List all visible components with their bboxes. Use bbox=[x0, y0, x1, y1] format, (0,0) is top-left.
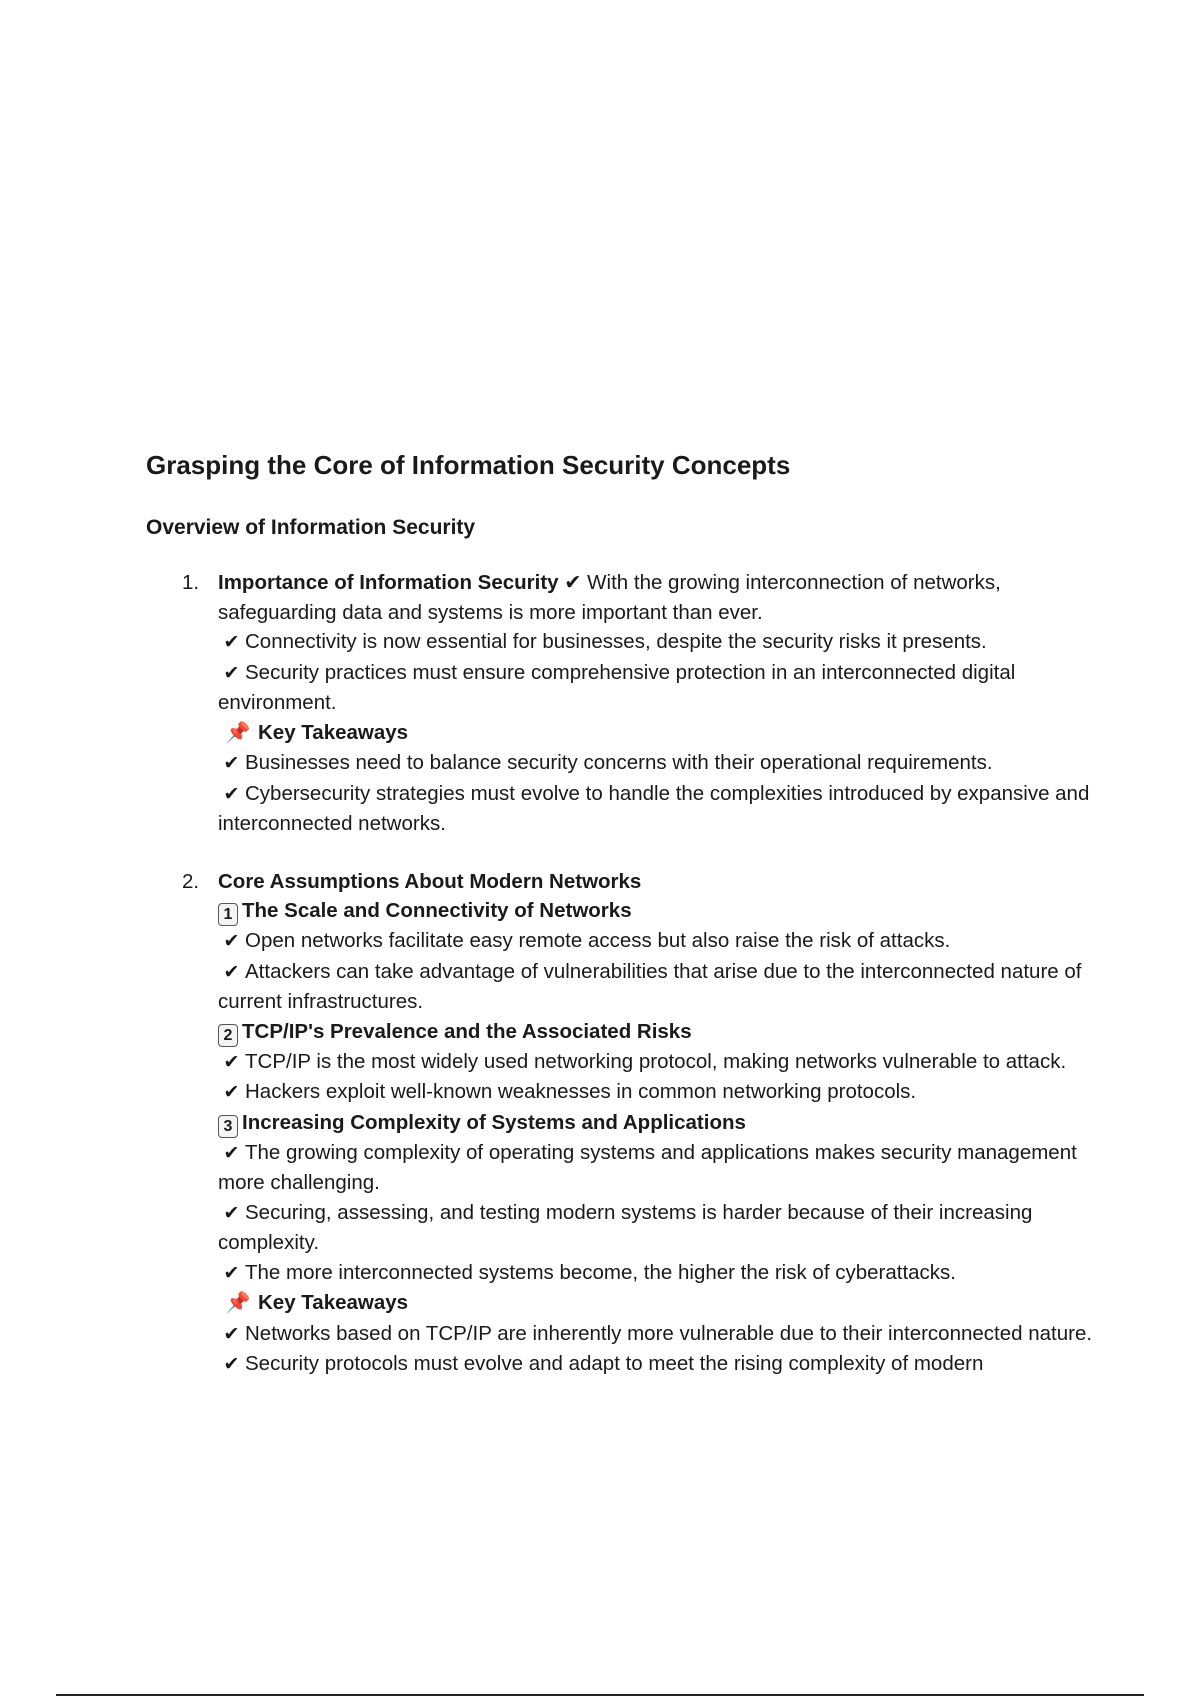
bullet-point: ✔ Securing, assessing, and testing modern systems is harder because of their increasing complexity. bbox=[218, 1200, 1033, 1254]
takeaway-point: ✔ Networks based on TCP/IP are inherently more vulnerable due to their interconnected nature. bbox=[218, 1319, 1096, 1350]
check-icon: ✔ bbox=[223, 1082, 240, 1103]
check-icon: ✔ bbox=[223, 1142, 240, 1164]
pushpin-icon: 📌 bbox=[225, 721, 251, 744]
check-icon: ✔ bbox=[223, 753, 240, 774]
keycap-digit-icon: 3 bbox=[218, 1115, 238, 1138]
list-number: 1. bbox=[182, 571, 200, 594]
keycap-digit-icon: 2 bbox=[218, 1024, 238, 1047]
list-item-1 bbox=[146, 568, 1096, 839]
bullet-point: ✔ The growing complexity of operating systems and applications makes security management more challenging. bbox=[218, 1140, 1077, 1194]
page-title: Grasping the Core of Information Security Concepts bbox=[146, 450, 791, 480]
check-icon: ✔ bbox=[564, 571, 582, 594]
check-icon: ✔ bbox=[223, 931, 240, 952]
check-icon: ✔ bbox=[223, 1354, 240, 1375]
bullet-point: ✔ Connectivity is now essential for businesses, despite the security risks it presents. bbox=[218, 627, 1096, 658]
bullet-point: ✔ Hackers exploit well-known weaknesses in common networking protocols. bbox=[218, 1077, 1096, 1108]
section-heading: Overview of Information Security bbox=[146, 516, 476, 539]
bullet-point: ✔ Attackers can take advantage of vulnerabilities that arise due to the interconnected nature of current infrastructures. bbox=[218, 959, 1082, 1013]
check-icon: ✔ bbox=[223, 632, 240, 653]
item-heading: Importance of Information Security bbox=[218, 571, 559, 594]
bullet-point: ✔ Security practices must ensure comprehensive protection in an interconnected digital environment. bbox=[218, 660, 1016, 714]
bullet-point: ✔ The more interconnected systems become, the higher the risk of cyberattacks. bbox=[218, 1258, 1096, 1289]
subsection-title: 2 TCP/IP's Prevalence and the Associated Risks bbox=[218, 1017, 1096, 1047]
takeaway-point: ✔ Businesses need to balance security concerns with their operational requirements. bbox=[218, 748, 1096, 779]
check-icon: ✔ bbox=[223, 1202, 240, 1224]
item-heading: Core Assumptions About Modern Networks bbox=[218, 869, 642, 893]
list-item-2 bbox=[146, 867, 1096, 1380]
subsection-title: 3 Increasing Complexity of Systems and Applications bbox=[218, 1108, 1096, 1138]
bullet-point: ✔ Open networks facilitate easy remote access but also raise the risk of attacks. bbox=[218, 926, 1096, 957]
key-takeaways-label: 📌 Key Takeaways bbox=[218, 718, 1096, 749]
key-takeaways-label: 📌 Key Takeaways bbox=[218, 1288, 1096, 1319]
check-icon: ✔ bbox=[223, 1262, 240, 1284]
takeaway-point: ✔ Cybersecurity strategies must evolve to handle the complexities introduced by expansive and interconnected networks. bbox=[218, 781, 1090, 835]
takeaway-point: ✔ Security protocols must evolve and adapt to meet the rising complexity of modern bbox=[218, 1349, 1096, 1380]
pushpin-icon: 📌 bbox=[225, 1292, 251, 1314]
check-icon: ✔ bbox=[223, 662, 240, 684]
list-number: 2. bbox=[182, 869, 200, 893]
bullet-point: ✔ TCP/IP is the most widely used networking protocol, making networks vulnerable to attack. bbox=[218, 1047, 1096, 1078]
subsection-title: 1 The Scale and Connectivity of Networks bbox=[218, 896, 1096, 926]
document-page bbox=[146, 448, 1096, 1380]
item-intro: With the growing interconnection of networks, safeguarding data and systems is more important than ever. bbox=[218, 571, 1001, 624]
check-icon: ✔ bbox=[223, 961, 240, 983]
check-icon: ✔ bbox=[223, 783, 240, 805]
check-icon: ✔ bbox=[223, 1323, 240, 1345]
keycap-digit-icon: 1 bbox=[218, 903, 238, 926]
check-icon: ✔ bbox=[223, 1051, 240, 1073]
page-bottom-divider bbox=[56, 1694, 1144, 1696]
